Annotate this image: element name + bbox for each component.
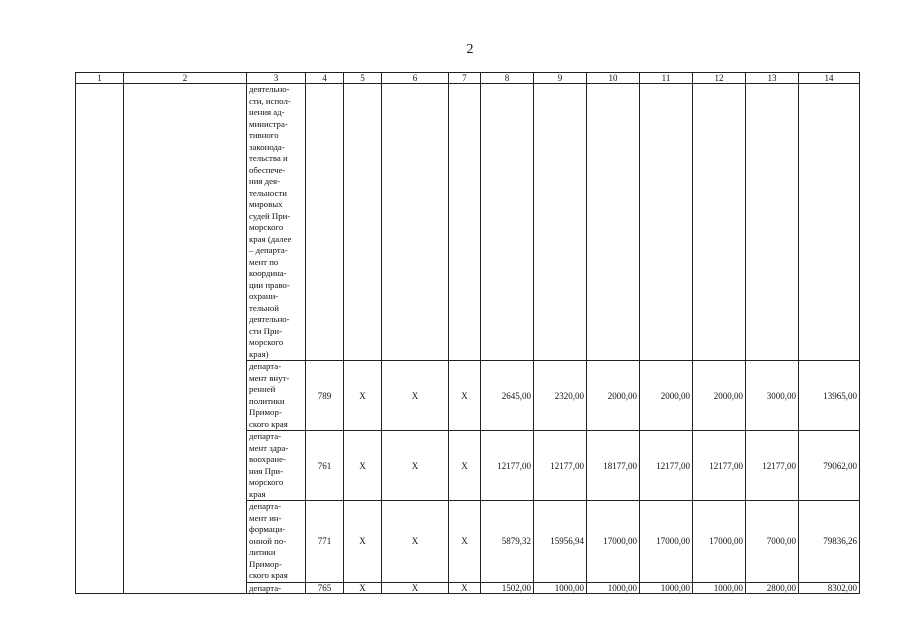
- column-number-cell: 9: [534, 73, 587, 84]
- column-number-cell: 3: [247, 73, 306, 84]
- empty-cell: [124, 84, 247, 594]
- value-cell: X: [449, 501, 481, 583]
- value-cell: X: [382, 431, 449, 501]
- column-number-cell: 10: [587, 73, 640, 84]
- value-cell: 1000,00: [587, 582, 640, 593]
- column-number-cell: 5: [344, 73, 382, 84]
- value-cell: 5879,32: [481, 501, 534, 583]
- column-number-cell: 11: [640, 73, 693, 84]
- value-cell: 12177,00: [640, 431, 693, 501]
- value-cell: 765: [306, 582, 344, 593]
- value-cell: 3000,00: [746, 361, 799, 431]
- value-cell: X: [344, 501, 382, 583]
- value-cell: 2320,00: [534, 361, 587, 431]
- column-number-cell: 8: [481, 73, 534, 84]
- value-cell: 79062,00: [799, 431, 860, 501]
- value-cell: 15956,94: [534, 501, 587, 583]
- value-cell: X: [382, 501, 449, 583]
- value-cell: [746, 84, 799, 361]
- value-cell: 2645,00: [481, 361, 534, 431]
- column-number-cell: 14: [799, 73, 860, 84]
- value-cell: 8302,00: [799, 582, 860, 593]
- organization-name-cell: департа- мент внут- ренней политики Примор- ского края: [247, 361, 306, 431]
- value-cell: 2000,00: [587, 361, 640, 431]
- value-cell: 12177,00: [693, 431, 746, 501]
- value-cell: [587, 84, 640, 361]
- value-cell: [693, 84, 746, 361]
- column-number-cell: 13: [746, 73, 799, 84]
- value-cell: 1000,00: [534, 582, 587, 593]
- organization-name-cell: деятельно- сти, испол- нения ад- министра- тивного законода- тельства и обеспече- ния дея- тельности мировых судей При- морского края (далее – департа- мент по координа- ции право- охрани- тельной деятельно- сти При- морского края): [247, 84, 306, 361]
- value-cell: 12177,00: [746, 431, 799, 501]
- organization-name-cell: департа-: [247, 582, 306, 593]
- column-number-cell: 6: [382, 73, 449, 84]
- value-cell: [534, 84, 587, 361]
- value-cell: X: [382, 582, 449, 593]
- value-cell: 13965,00: [799, 361, 860, 431]
- value-cell: [799, 84, 860, 361]
- value-cell: X: [344, 582, 382, 593]
- value-cell: X: [449, 582, 481, 593]
- value-cell: X: [344, 361, 382, 431]
- column-number-cell: 2: [124, 73, 247, 84]
- value-cell: X: [449, 431, 481, 501]
- column-number-cell: 7: [449, 73, 481, 84]
- value-cell: X: [449, 361, 481, 431]
- value-cell: 789: [306, 361, 344, 431]
- value-cell: X: [382, 361, 449, 431]
- table-row: [76, 84, 860, 361]
- value-cell: 17000,00: [587, 501, 640, 583]
- organization-name-cell: департа- мент ин- формаци- онной по- литики Примор- ского края: [247, 501, 306, 583]
- page-number: 2: [466, 42, 474, 57]
- value-cell: 12177,00: [534, 431, 587, 501]
- budget-table: [75, 72, 860, 594]
- value-cell: 17000,00: [640, 501, 693, 583]
- value-cell: 18177,00: [587, 431, 640, 501]
- value-cell: [481, 84, 534, 361]
- value-cell: 2000,00: [693, 361, 746, 431]
- value-cell: X: [344, 431, 382, 501]
- value-cell: [640, 84, 693, 361]
- empty-cell: [76, 84, 124, 594]
- value-cell: [306, 84, 344, 361]
- value-cell: [382, 84, 449, 361]
- organization-name-cell: департа- мент здра- воохране- ния При- морского края: [247, 431, 306, 501]
- value-cell: 17000,00: [693, 501, 746, 583]
- value-cell: 1000,00: [693, 582, 746, 593]
- value-cell: 2800,00: [746, 582, 799, 593]
- value-cell: 79836,26: [799, 501, 860, 583]
- column-number-cell: 12: [693, 73, 746, 84]
- value-cell: 12177,00: [481, 431, 534, 501]
- value-cell: 2000,00: [640, 361, 693, 431]
- value-cell: [449, 84, 481, 361]
- column-number-cell: 4: [306, 73, 344, 84]
- value-cell: 1000,00: [640, 582, 693, 593]
- value-cell: [344, 84, 382, 361]
- value-cell: 1502,00: [481, 582, 534, 593]
- column-number-cell: 1: [76, 73, 124, 84]
- value-cell: 7000,00: [746, 501, 799, 583]
- value-cell: 761: [306, 431, 344, 501]
- column-number-row: [76, 73, 860, 84]
- value-cell: 771: [306, 501, 344, 583]
